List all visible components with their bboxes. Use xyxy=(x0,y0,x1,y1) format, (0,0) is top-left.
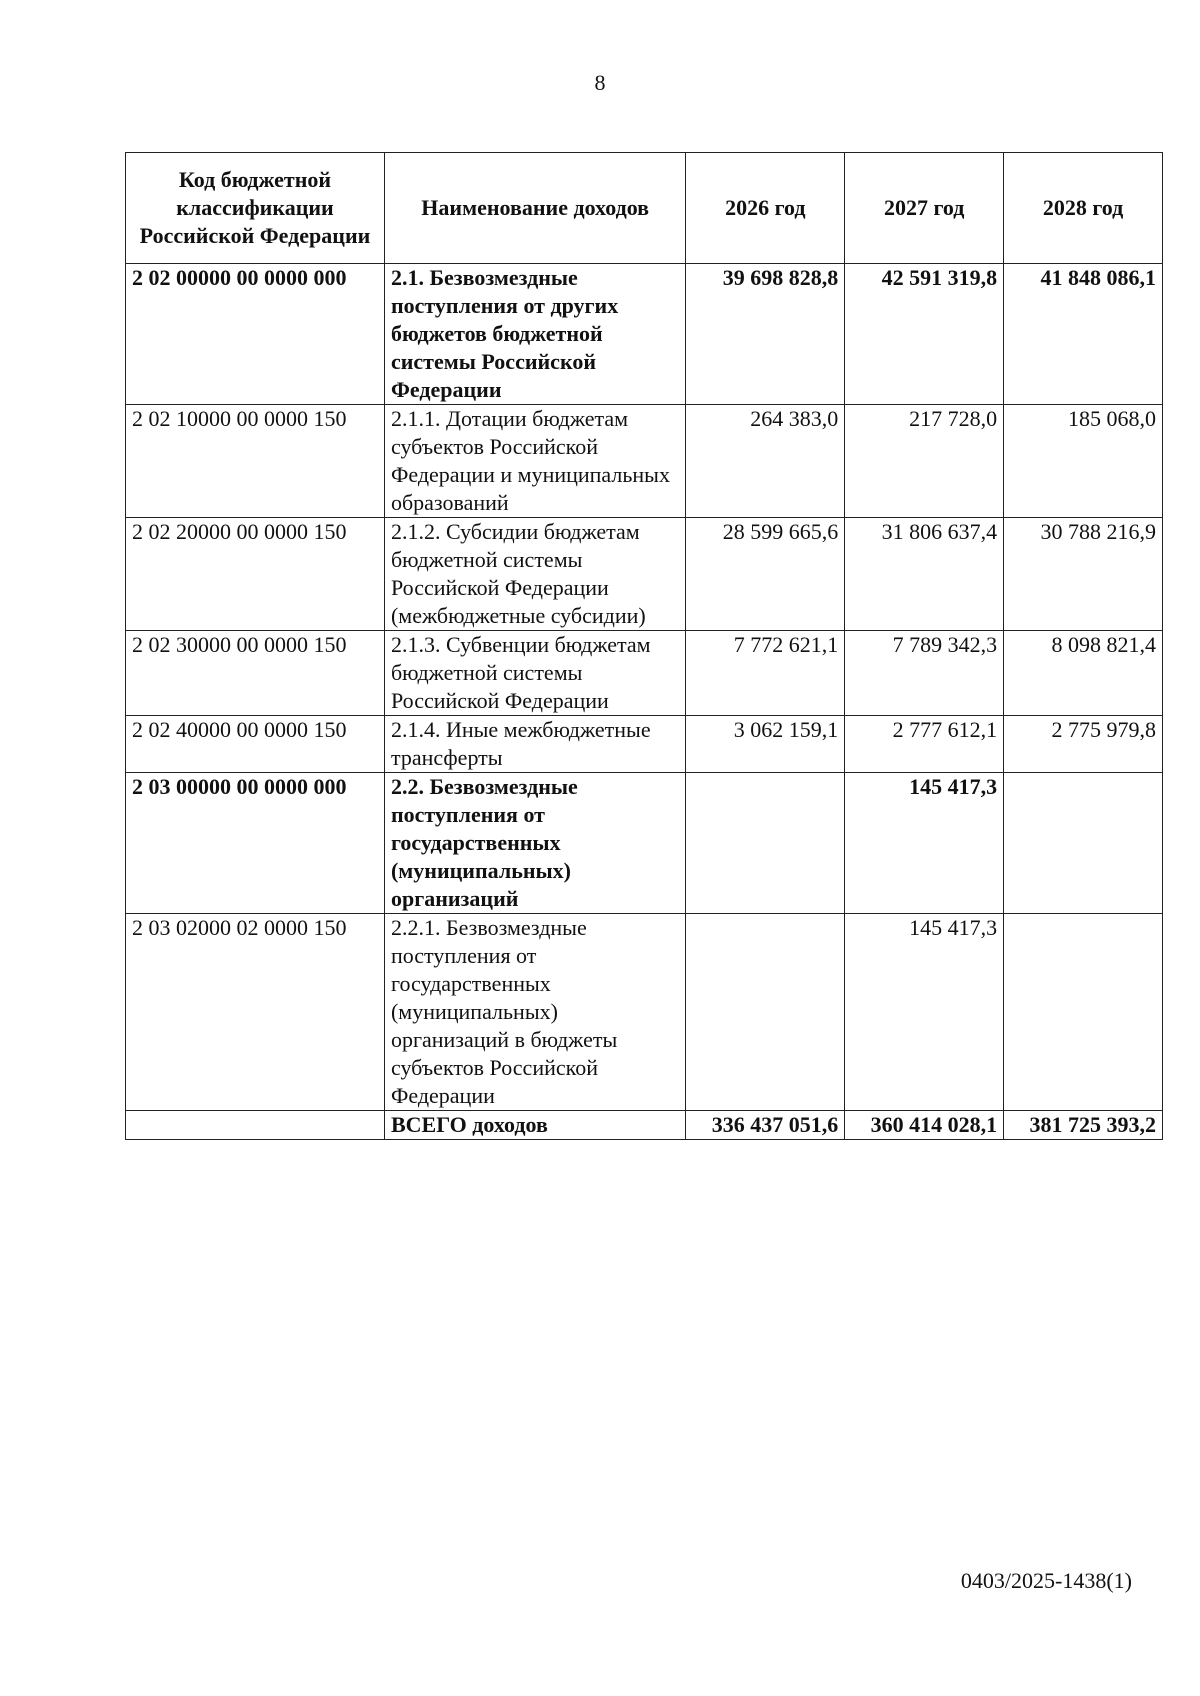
row-name: 2.2. Безвозмездные поступления от государственных (муниципальных) организаций xyxy=(384,773,685,914)
row-value-2026 xyxy=(686,773,845,914)
table-body xyxy=(126,264,1163,1140)
table-header-row xyxy=(126,153,1163,264)
row-name: 2.1.4. Иные межбюджетные трансферты xyxy=(384,716,685,773)
row-value-2028 xyxy=(1004,773,1163,914)
row-value-2028 xyxy=(1004,914,1163,1111)
row-value-2026: 28 599 665,6 xyxy=(686,518,845,631)
row-value-2027: 145 417,3 xyxy=(845,773,1004,914)
header-2028: 2028 год xyxy=(1004,153,1163,264)
row-value-2028: 185 068,0 xyxy=(1004,405,1163,518)
row-value-2028: 41 848 086,1 xyxy=(1004,264,1163,405)
row-code: 2 03 00000 00 0000 000 xyxy=(126,773,385,914)
total-label: ВСЕГО доходов xyxy=(384,1111,685,1140)
row-code: 2 02 30000 00 0000 150 xyxy=(126,631,385,716)
row-name: 2.1.1. Дотации бюджетам субъектов Российской Федерации и муниципальных образований xyxy=(384,405,685,518)
row-value-2026: 7 772 621,1 xyxy=(686,631,845,716)
header-code: Код бюджетной классификации Российской Федерации xyxy=(126,153,385,264)
table-row xyxy=(126,914,1163,1111)
header-2026: 2026 год xyxy=(686,153,845,264)
table-row xyxy=(126,518,1163,631)
page-number: 8 xyxy=(594,70,606,95)
row-value-2026: 264 383,0 xyxy=(686,405,845,518)
revenue-table xyxy=(125,152,1163,1140)
table-row xyxy=(126,716,1163,773)
table-row xyxy=(126,631,1163,716)
row-value-2027: 42 591 319,8 xyxy=(845,264,1004,405)
table-row xyxy=(126,773,1163,914)
table-row xyxy=(126,264,1163,405)
row-value-2028: 8 098 821,4 xyxy=(1004,631,1163,716)
row-value-2027: 217 728,0 xyxy=(845,405,1004,518)
document-number: 0403/2025-1438(1) xyxy=(960,1568,1132,1593)
row-code: 2 02 20000 00 0000 150 xyxy=(126,518,385,631)
row-name: 2.2.1. Безвозмездные поступления от государственных (муниципальных) организаций в бюджеты субъектов Российской Федерации xyxy=(384,914,685,1111)
row-value-2027: 7 789 342,3 xyxy=(845,631,1004,716)
row-code: 2 02 40000 00 0000 150 xyxy=(126,716,385,773)
row-value-2027: 2 777 612,1 xyxy=(845,716,1004,773)
row-value-2028: 2 775 979,8 xyxy=(1004,716,1163,773)
total-2028: 381 725 393,2 xyxy=(1004,1111,1163,1140)
row-name: 2.1. Безвозмездные поступления от других бюджетов бюджетной системы Российской Федерации xyxy=(384,264,685,405)
row-name: 2.1.3. Субвенции бюджетам бюджетной системы Российской Федерации xyxy=(384,631,685,716)
row-code: 2 03 02000 02 0000 150 xyxy=(126,914,385,1111)
header-name: Наименование доходов xyxy=(384,153,685,264)
row-value-2027: 31 806 637,4 xyxy=(845,518,1004,631)
row-value-2026: 39 698 828,8 xyxy=(686,264,845,405)
total-2026: 336 437 051,6 xyxy=(686,1111,845,1140)
row-value-2026 xyxy=(686,914,845,1111)
row-value-2028: 30 788 216,9 xyxy=(1004,518,1163,631)
row-value-2027: 145 417,3 xyxy=(845,914,1004,1111)
header-2027: 2027 год xyxy=(845,153,1004,264)
row-name: 2.1.2. Субсидии бюджетам бюджетной системы Российской Федерации (межбюджетные субсидии) xyxy=(384,518,685,631)
row-code: 2 02 00000 00 0000 000 xyxy=(126,264,385,405)
total-row xyxy=(126,1111,1163,1140)
row-value-2026: 3 062 159,1 xyxy=(686,716,845,773)
total-code-empty xyxy=(126,1111,385,1140)
row-code: 2 02 10000 00 0000 150 xyxy=(126,405,385,518)
table-row xyxy=(126,405,1163,518)
total-2027: 360 414 028,1 xyxy=(845,1111,1004,1140)
